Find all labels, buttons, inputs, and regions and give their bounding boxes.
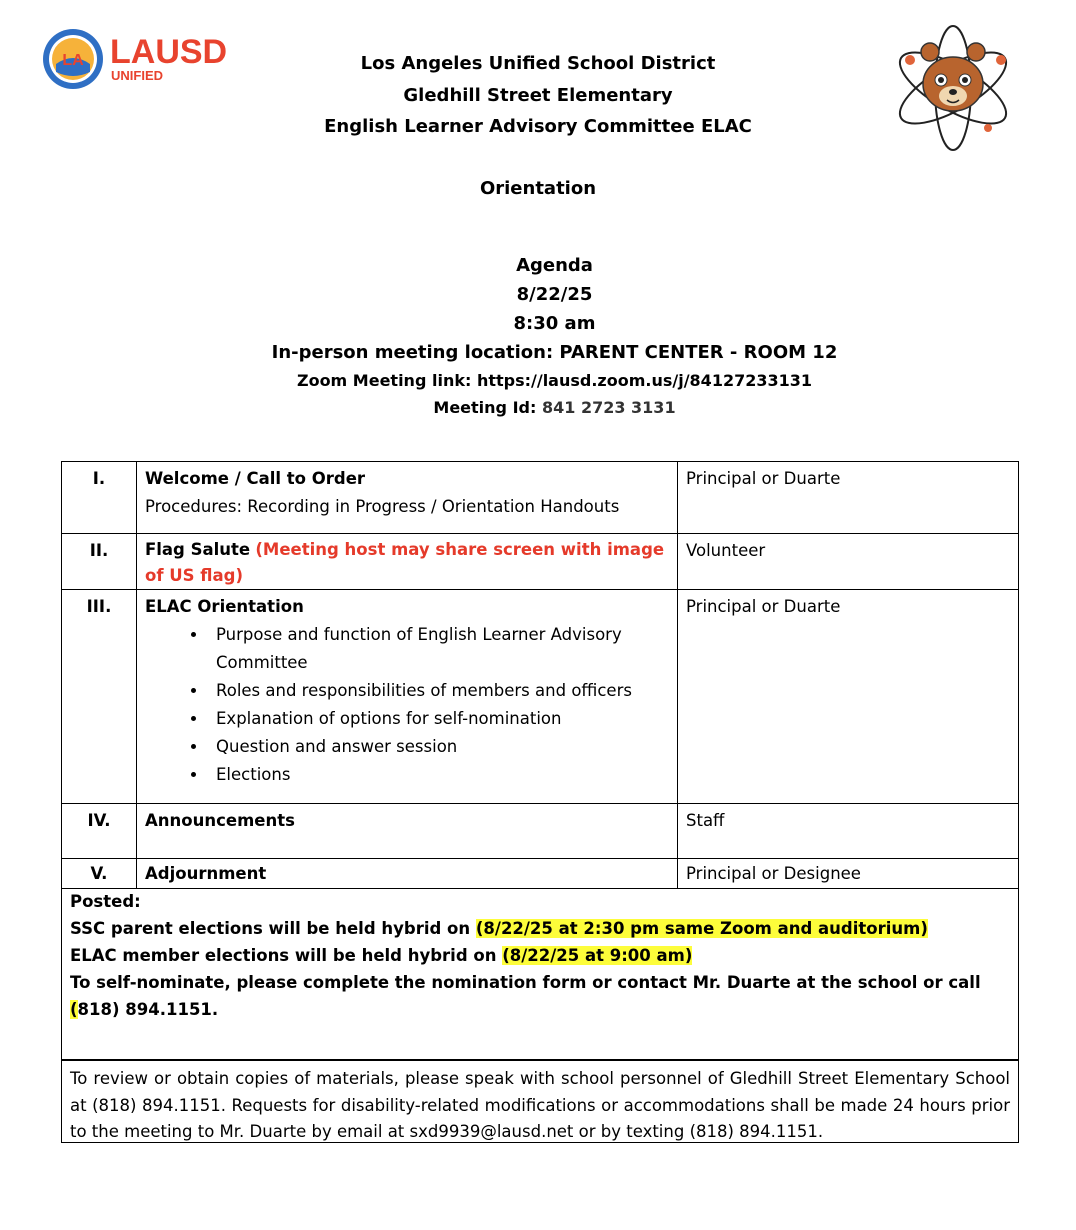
agenda-row-presenter: Volunteer (678, 534, 1019, 590)
self-nominate-highlight: ( (70, 1000, 78, 1019)
self-nominate-text: To self-nominate, please complete the nomination form or contact Mr. Duarte at the school or call (70, 973, 981, 992)
meeting-type: Orientation (479, 177, 597, 199)
list-item: • Purpose and function of English Learner Advisory Committee (208, 621, 669, 677)
meeting-id-label: Meeting Id: (433, 398, 537, 417)
meeting-location: In-person meeting location: PARENT CENTER - ROOM 12 (271, 342, 838, 363)
posted-label: Posted: (70, 892, 141, 911)
agenda-item-note: (Meeting host may share screen with image of US flag) (145, 540, 665, 585)
meeting-id-value: 841 2723 3131 (541, 398, 676, 417)
logo-brand-text: LAUSD (110, 33, 228, 71)
agenda-row (62, 462, 1019, 534)
meeting-date: 8/22/25 (516, 284, 593, 305)
document-header (0, 48, 1076, 204)
committee-name: English Learner Advisory Committee ELAC (324, 116, 752, 137)
agenda-row-item (137, 859, 678, 889)
list-item: • Elections (208, 761, 669, 789)
posted-notice (61, 885, 1019, 1060)
agenda-row-item (137, 534, 678, 590)
agenda-row-number: III. (62, 590, 137, 804)
school-name: Gledhill Street Elementary (403, 84, 673, 106)
agenda-row (62, 534, 1019, 590)
agenda-item-title: Announcements (145, 811, 295, 830)
agenda-item-title: Welcome / Call to Order (145, 469, 366, 488)
self-nominate-phone: 818) 894.1151. (77, 1000, 219, 1019)
agenda-row (62, 804, 1019, 859)
agenda-item-title: Adjournment (145, 864, 267, 883)
ssc-election-text: SSC parent elections will be held hybrid on (70, 919, 476, 938)
elac-election-line (70, 942, 1010, 969)
agenda-item-detail: Procedures: Recording in Progress / Orientation Handouts (145, 497, 620, 516)
agenda-item-title: Flag Salute (145, 540, 251, 559)
self-nominate-line (70, 969, 1010, 1023)
district-name: Los Angeles Unified School District (360, 53, 716, 74)
list-item: • Question and answer session (208, 733, 669, 761)
agenda-title: Agenda (516, 255, 593, 276)
logo-sub-text: UNIFIED (111, 68, 163, 83)
agenda-row-presenter: Principal or Designee (678, 859, 1019, 889)
agenda-table (61, 461, 1019, 889)
ssc-election-line (70, 915, 1010, 942)
meeting-time: 8:30 am (513, 313, 596, 334)
agenda-item-title: ELAC Orientation (145, 597, 304, 616)
agenda-row-number: II. (62, 534, 137, 590)
agenda-row-number: IV. (62, 804, 137, 859)
ssc-election-date: (8/22/25 at 2:30 pm same Zoom and auditorium) (475, 919, 928, 938)
elac-election-date: (8/22/25 at 9:00 am) (502, 946, 693, 965)
meeting-id-line (0, 394, 1076, 421)
agenda-row-item (137, 804, 678, 859)
agenda-row-presenter: Principal or Duarte (678, 462, 1019, 534)
list-item: • Explanation of options for self-nomination (208, 705, 669, 733)
accessibility-notice: To review or obtain copies of materials, please speak with school personnel of Gledhill Street Elementary School at (818) 894.1151. Requests for disability-related modifications or accommodations shall be made 24 hours prior to the meeting to Mr. Duarte by email at sxd9939@lausd.net or by texting (818) 894.1151. (61, 1060, 1019, 1143)
agenda-row (62, 590, 1019, 804)
agenda-row-presenter: Staff (678, 804, 1019, 859)
agenda-row-number: V. (62, 859, 137, 889)
orientation-topics-list (145, 621, 669, 789)
agenda-row-item (137, 462, 678, 534)
agenda-row-presenter: Principal or Duarte (678, 590, 1019, 804)
list-item: • Roles and responsibilities of members and officers (208, 677, 669, 705)
elac-election-text: ELAC member elections will be held hybrid on (70, 946, 503, 965)
agenda-row (62, 859, 1019, 889)
agenda-row-item (137, 590, 678, 804)
agenda-row-number: I. (62, 462, 137, 534)
svg-text:LA: LA (62, 52, 84, 69)
zoom-link[interactable]: Zoom Meeting link: https://lausd.zoom.us/j/84127233131 (296, 371, 813, 390)
meeting-info (0, 251, 1076, 421)
